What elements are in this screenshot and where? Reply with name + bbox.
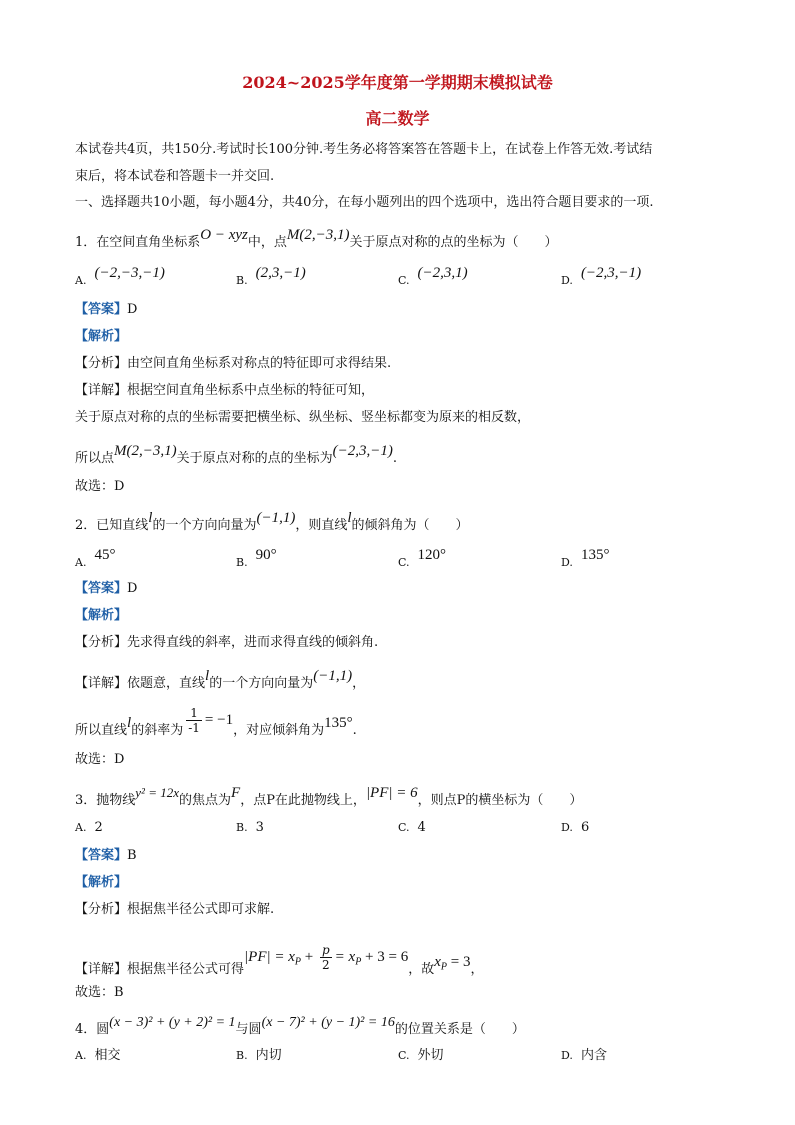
q1-stem-math-1: O − xyz <box>200 227 248 243</box>
q4-option-a <box>75 1046 120 1066</box>
math-subscript: P <box>440 961 448 973</box>
text: 根据焦半径公式可得 <box>127 962 245 977</box>
option-value: 3 <box>255 820 264 835</box>
q2-option-d <box>561 547 610 573</box>
answer-value: D <box>127 302 138 317</box>
q2-option-a <box>75 547 116 573</box>
q2-option-b <box>236 547 277 573</box>
math-part: = x <box>334 949 356 965</box>
q2-option-c <box>398 547 447 573</box>
text: 4．圆 <box>75 1022 110 1037</box>
xiangjie-text: 根据空间直角坐标系中点坐标的特征可知， <box>127 383 375 398</box>
option-label: A. <box>75 821 87 834</box>
analysis-tag: 【解析】 <box>75 875 128 890</box>
math-result: (−2,3,−1) <box>332 443 393 459</box>
text: 3．抛物线 <box>75 793 136 808</box>
q2-fenxi <box>75 633 378 653</box>
analysis-tag: 【解析】 <box>75 329 128 344</box>
fenxi-tag: 【分析】 <box>75 356 128 371</box>
option-label: B. <box>236 821 248 834</box>
option-label: C. <box>398 821 410 834</box>
answer-tag: 【答案】 <box>75 302 128 317</box>
math-line-l: l <box>148 510 153 526</box>
q1-option-d <box>561 265 642 291</box>
fenxi-text: 根据焦半径公式即可求解. <box>127 902 275 917</box>
q3-option-d <box>561 818 589 838</box>
q4-option-b <box>236 1046 282 1066</box>
q1-option-b <box>236 265 306 291</box>
q3-answer <box>75 846 137 866</box>
option-label: C. <box>398 556 410 569</box>
math-point-m: M(2,−3,1) <box>114 443 177 459</box>
q3-option-a <box>75 818 103 838</box>
q2-conclusion: 故选：D <box>75 752 125 767</box>
text: ，则直线 <box>295 518 348 533</box>
option-label: A. <box>75 274 87 287</box>
math-circle-2: (x − 7)² + (y − 1)² = 16 <box>261 1015 395 1030</box>
text: ，对应倾斜角为 <box>233 723 325 738</box>
option-value: (−2,−3,−1) <box>94 265 165 281</box>
q4-option-c <box>398 1046 444 1066</box>
text: 的斜率为 <box>131 723 184 738</box>
answer-value: D <box>127 581 138 596</box>
math-parabola: y² = 12x <box>135 785 179 800</box>
math-line-l: l <box>347 510 352 526</box>
math-vector: (−1,1) <box>313 668 353 684</box>
option-label: A. <box>75 556 87 569</box>
q2-answer <box>75 579 137 599</box>
math-part: + <box>301 949 317 965</box>
q3-option-b <box>236 818 264 838</box>
q3-fenxi <box>75 900 274 920</box>
text: 关于原点对称的点的坐标为 <box>176 451 333 466</box>
math-part: + 3 = 6 <box>361 949 409 965</box>
q1-fenxi <box>75 354 391 374</box>
q1-stem-text-c: 关于原点对称的点的坐标为（ ） <box>349 235 558 250</box>
q1-stem-math-2: M(2,−3,1) <box>286 227 350 243</box>
q3-stem <box>75 785 583 811</box>
option-label: C. <box>398 274 410 287</box>
text: . <box>352 723 357 738</box>
q1-stem <box>75 227 558 253</box>
q1-analysis-heading <box>75 327 127 347</box>
text: 所以点 <box>75 451 115 466</box>
q1-conclusion: 故选：D <box>75 479 125 494</box>
xiangjie-tag: 【详解】 <box>75 962 128 977</box>
math-vector: (−1,1) <box>256 510 296 526</box>
option-label: A. <box>75 1049 87 1062</box>
option-value: 相交 <box>94 1048 121 1063</box>
xiangjie-tag: 【详解】 <box>75 383 128 398</box>
q3-analysis-heading <box>75 873 127 893</box>
math-subscript: P <box>294 956 301 968</box>
math-part: |PF| = x <box>244 949 295 965</box>
exam-title: 2024~2025学年度第一学期期末模拟试卷 <box>242 73 553 92</box>
q2-analysis-heading <box>75 606 127 626</box>
option-label: D. <box>561 274 573 287</box>
math-line-l: l <box>205 668 210 684</box>
option-label: D. <box>561 1049 573 1062</box>
math-part: x <box>434 954 441 970</box>
q1-xiangjie <box>75 381 374 401</box>
option-value: 6 <box>580 820 590 835</box>
option-label: D. <box>561 556 573 569</box>
text: 的倾斜角为（ ） <box>351 518 469 533</box>
option-label: C. <box>398 1049 410 1062</box>
math-circle-1: (x − 3)² + (y + 2)² = 1 <box>109 1015 236 1030</box>
section-heading: 一、选择题共10小题，每小题4分，共40分，在每小题列出的四个选项中，选出符合题目要求的一项. <box>75 195 654 210</box>
text: 2．已知直线 <box>75 518 149 533</box>
option-value: 外切 <box>417 1048 444 1063</box>
option-value: (−2,3,1) <box>417 265 468 281</box>
q3-xiangjie <box>75 943 484 985</box>
q4-option-d <box>561 1046 607 1066</box>
q2-stem <box>75 510 469 536</box>
option-label: B. <box>236 1049 248 1062</box>
math-slope-result: = −1 <box>204 712 234 728</box>
xiangjie-tag: 【详解】 <box>75 676 128 691</box>
text: ，点P在此抛物线上， <box>240 793 366 808</box>
q2-xiangjie-line-2 <box>75 706 357 745</box>
intro-line-1: 本试卷共4页，共150分.考试时长100分钟.考生务必将答案答在答题卡上，在试卷上作答无效.考试结 <box>75 142 653 157</box>
option-value: (−2,3,−1) <box>580 265 642 281</box>
text: 与圆 <box>235 1022 262 1037</box>
math-angle: 135° <box>324 715 353 731</box>
q2-xiangjie <box>75 668 366 694</box>
q1-stem-text-b: 中，点 <box>247 235 287 250</box>
math-fraction <box>320 943 332 972</box>
option-value: 2 <box>94 820 103 835</box>
q1-answer <box>75 300 137 320</box>
q1-xiangjie-line-3 <box>75 443 398 469</box>
option-value: 120° <box>417 547 447 563</box>
q1-xiangjie-line-2: 关于原点对称的点的坐标需要把横坐标、纵坐标、竖坐标都变为原来的相反数， <box>75 410 531 425</box>
text: 的位置关系是（ ） <box>394 1022 525 1037</box>
q3-conclusion: 故选：B <box>75 985 124 1000</box>
q1-option-a <box>75 265 165 291</box>
text: 依题意，直线 <box>127 676 206 691</box>
option-label: B. <box>236 274 248 287</box>
math-part: = 3 <box>447 954 471 970</box>
text: ， <box>470 962 484 977</box>
option-value: 90° <box>255 547 277 563</box>
q1-option-c <box>398 265 468 291</box>
text: 的一个方向向量为 <box>209 676 314 691</box>
text: ，故 <box>408 962 435 977</box>
math-focus-f: F <box>231 785 241 801</box>
math-fraction <box>186 706 202 735</box>
fenxi-text: 由空间直角坐标系对称点的特征即可求得结果. <box>127 356 392 371</box>
text: 的焦点为 <box>179 793 232 808</box>
option-value: (2,3,−1) <box>255 265 306 281</box>
q4-stem <box>75 1015 525 1040</box>
analysis-tag: 【解析】 <box>75 608 128 623</box>
math-subscript: P <box>355 956 362 968</box>
option-label: D. <box>561 821 573 834</box>
fraction-numerator: p <box>321 943 330 957</box>
answer-tag: 【答案】 <box>75 848 128 863</box>
option-label: B. <box>236 556 248 569</box>
math-xp-value <box>434 954 471 973</box>
text: 所以直线 <box>75 723 128 738</box>
math-focal-radius <box>244 943 409 972</box>
q1-stem-text-a: 1．在空间直角坐标系 <box>75 235 201 250</box>
option-value: 45° <box>94 547 116 563</box>
text: ， <box>352 676 366 691</box>
option-value: 135° <box>580 547 610 563</box>
option-value: 4 <box>417 820 426 835</box>
fenxi-tag: 【分析】 <box>75 902 128 917</box>
q3-option-c <box>398 818 426 838</box>
answer-value: B <box>127 848 137 863</box>
text: ，则点P的横坐标为（ ） <box>417 793 583 808</box>
fraction-denominator: 2 <box>321 958 330 972</box>
fenxi-tag: 【分析】 <box>75 635 128 650</box>
exam-subtitle: 高二数学 <box>365 109 430 128</box>
text: . <box>392 451 398 466</box>
text: 的一个方向向量为 <box>152 518 257 533</box>
math-line-l: l <box>127 715 132 731</box>
fraction-numerator: 1 <box>186 706 202 721</box>
fraction-denominator: -1 <box>188 721 200 735</box>
intro-line-2: 束后，将本试卷和答题卡一并交回. <box>75 169 275 184</box>
answer-tag: 【答案】 <box>75 581 128 596</box>
fenxi-text: 先求得直线的斜率，进而求得直线的倾斜角. <box>127 635 379 650</box>
math-pf-distance: |PF| = 6 <box>365 785 418 801</box>
option-value: 内切 <box>255 1048 282 1063</box>
option-value: 内含 <box>580 1048 607 1063</box>
